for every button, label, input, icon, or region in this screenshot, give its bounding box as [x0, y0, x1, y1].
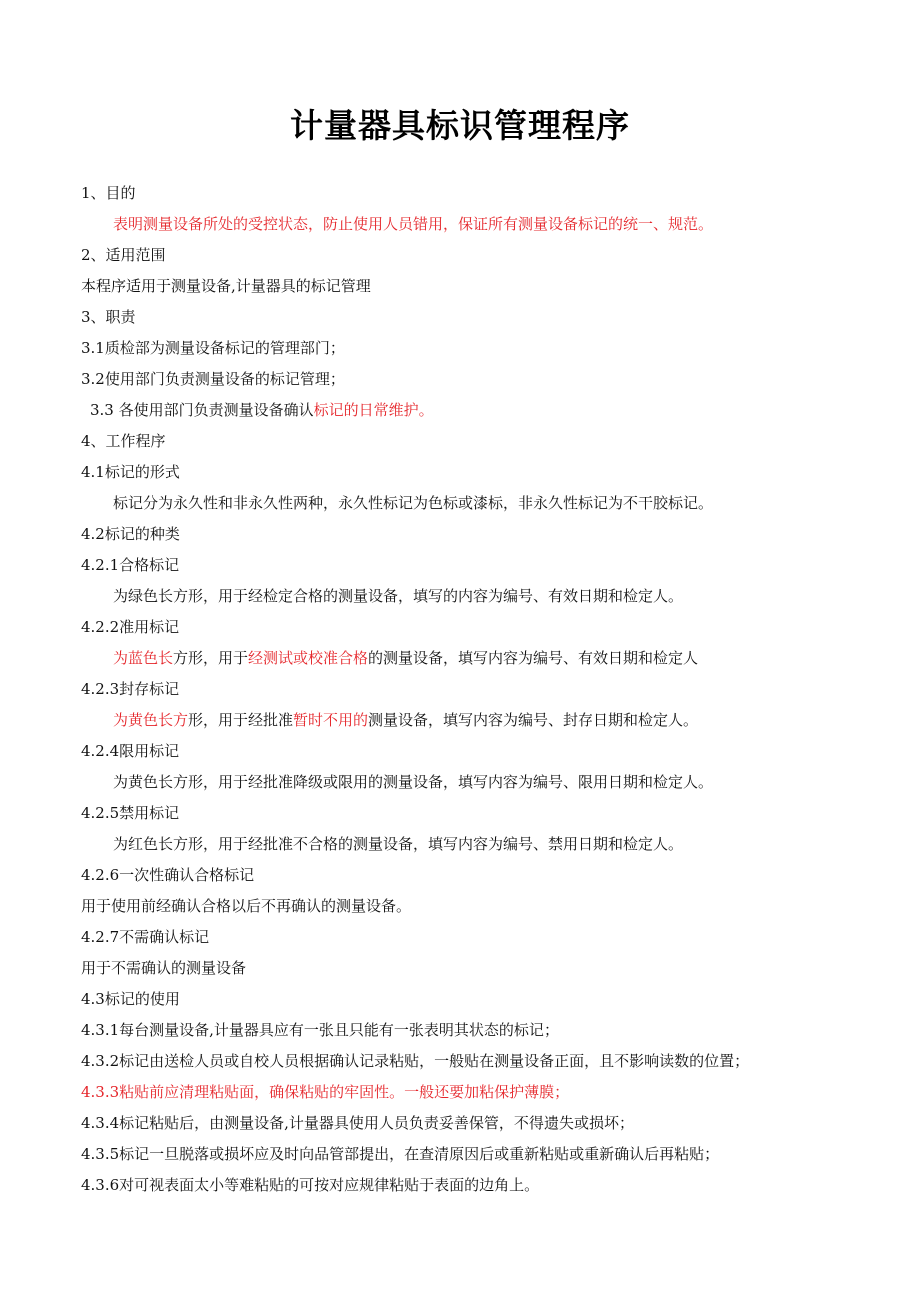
line-text: 为红色长方形，用于经批准不合格的测量设备，填写内容为编号、禁用日期和检定人。	[113, 835, 684, 853]
text-line	[0, 333, 920, 364]
page-title: 计量器具标识管理程序	[290, 106, 630, 145]
line-text: 4.3.5标记一旦脱落或损坏应及时向品管部提出，在查清原因后或重新粘贴或重新确认后再粘贴；	[81, 1145, 720, 1163]
highlighted-text: 标记的日常维护。	[313, 401, 434, 419]
text-line	[0, 643, 920, 674]
line-text: 方形，用于	[173, 649, 249, 667]
text-line	[0, 922, 920, 953]
highlighted-text: 为蓝色长	[113, 649, 174, 667]
text-line	[0, 1139, 920, 1170]
line-text: 4.2.7不需确认标记	[81, 928, 210, 946]
text-line	[0, 178, 920, 209]
text-line	[0, 798, 920, 829]
line-text: 3.3 各使用部门负责测量设备确认	[90, 401, 314, 419]
text-line	[0, 767, 920, 798]
line-text: 4.1标记的形式	[81, 463, 180, 481]
highlighted-text: 为黄色长方	[113, 711, 189, 729]
line-text: 4.2.5禁用标记	[81, 804, 180, 822]
line-text: 4.2.2准用标记	[81, 618, 180, 636]
line-text: 3.2使用部门负责测量设备的标记管理；	[81, 370, 345, 388]
line-text: 4.3.1每台测量设备,计量器具应有一张且只能有一张表明其状态的标记；	[81, 1021, 559, 1039]
text-line	[0, 240, 920, 271]
text-line	[0, 1077, 920, 1108]
text-line	[0, 612, 920, 643]
line-text: 2、适用范围	[81, 246, 166, 264]
line-text: 4.2.3封存标记	[81, 680, 180, 698]
line-text: 4.3.6对可视表面太小等难粘贴的可按对应规律粘贴于表面的边角上。	[81, 1176, 540, 1194]
text-line	[0, 736, 920, 767]
text-line	[0, 1046, 920, 1077]
text-line	[0, 1015, 920, 1046]
line-text: 4.2标记的种类	[81, 525, 180, 543]
highlighted-text: 4.3.3粘贴前应清理粘贴面，确保粘贴的牢固性。一般还要加粘保护薄膜；	[81, 1083, 570, 1101]
line-text: 的测量设备，填写内容为编号、有效日期和检定人	[368, 649, 699, 667]
line-text: 用于不需确认的测量设备	[81, 959, 247, 977]
text-line	[0, 488, 920, 519]
text-line	[0, 581, 920, 612]
text-line	[0, 395, 920, 426]
text-line	[0, 457, 920, 488]
line-text: 4.3.2标记由送检人员或自校人员根据确认记录粘贴，一般贴在测量设备正面，且不影响读数的位置；	[81, 1052, 750, 1070]
line-text: 本程序适用于测量设备,计量器具的标记管理	[81, 277, 371, 295]
line-text: 4、工作程序	[81, 432, 166, 450]
highlighted-text: 表明测量设备所处的受控状态，防止使用人员错用，保证所有测量设备标记的统一、规范。	[113, 215, 714, 233]
line-text: 4.2.4限用标记	[81, 742, 180, 760]
line-text: 为绿色长方形，用于经检定合格的测量设备，填写的内容为编号、有效日期和检定人。	[113, 587, 684, 605]
line-text: 形，用于经批准	[188, 711, 294, 729]
text-line	[0, 550, 920, 581]
line-text: 为黄色长方形，用于经批准降级或限用的测量设备，填写内容为编号、限用日期和检定人。	[113, 773, 714, 791]
text-line	[0, 829, 920, 860]
text-line	[0, 705, 920, 736]
line-text: 4.3.4标记粘贴后，由测量设备,计量器具使用人员负责妥善保管，不得遗失或损坏；	[81, 1114, 634, 1132]
text-line	[0, 860, 920, 891]
text-line	[0, 271, 920, 302]
line-text: 标记分为永久性和非永久性两种，永久性标记为色标或漆标，非永久性标记为不干胶标记。	[113, 494, 714, 512]
text-line	[0, 1108, 920, 1139]
text-line	[0, 953, 920, 984]
text-line	[0, 1170, 920, 1201]
line-text: 3、职责	[81, 308, 136, 326]
text-line	[0, 209, 920, 240]
line-text: 4.3标记的使用	[81, 990, 180, 1008]
line-text: 用于使用前经确认合格以后不再确认的测量设备。	[81, 897, 412, 915]
line-text: 4.2.6一次性确认合格标记	[81, 866, 255, 884]
line-text: 4.2.1合格标记	[81, 556, 180, 574]
text-line	[0, 364, 920, 395]
text-line	[0, 891, 920, 922]
text-line	[0, 302, 920, 333]
document-body	[0, 178, 920, 1201]
text-line	[0, 984, 920, 1015]
text-line	[0, 519, 920, 550]
highlighted-text: 暂时不用的	[293, 711, 369, 729]
line-text: 1、目的	[81, 184, 136, 202]
text-line	[0, 426, 920, 457]
text-line	[0, 674, 920, 705]
line-text: 测量设备，填写内容为编号、封存日期和检定人。	[368, 711, 699, 729]
highlighted-text: 经测试或校准合格	[248, 649, 369, 667]
line-text: 3.1质检部为测量设备标记的管理部门；	[81, 339, 345, 357]
